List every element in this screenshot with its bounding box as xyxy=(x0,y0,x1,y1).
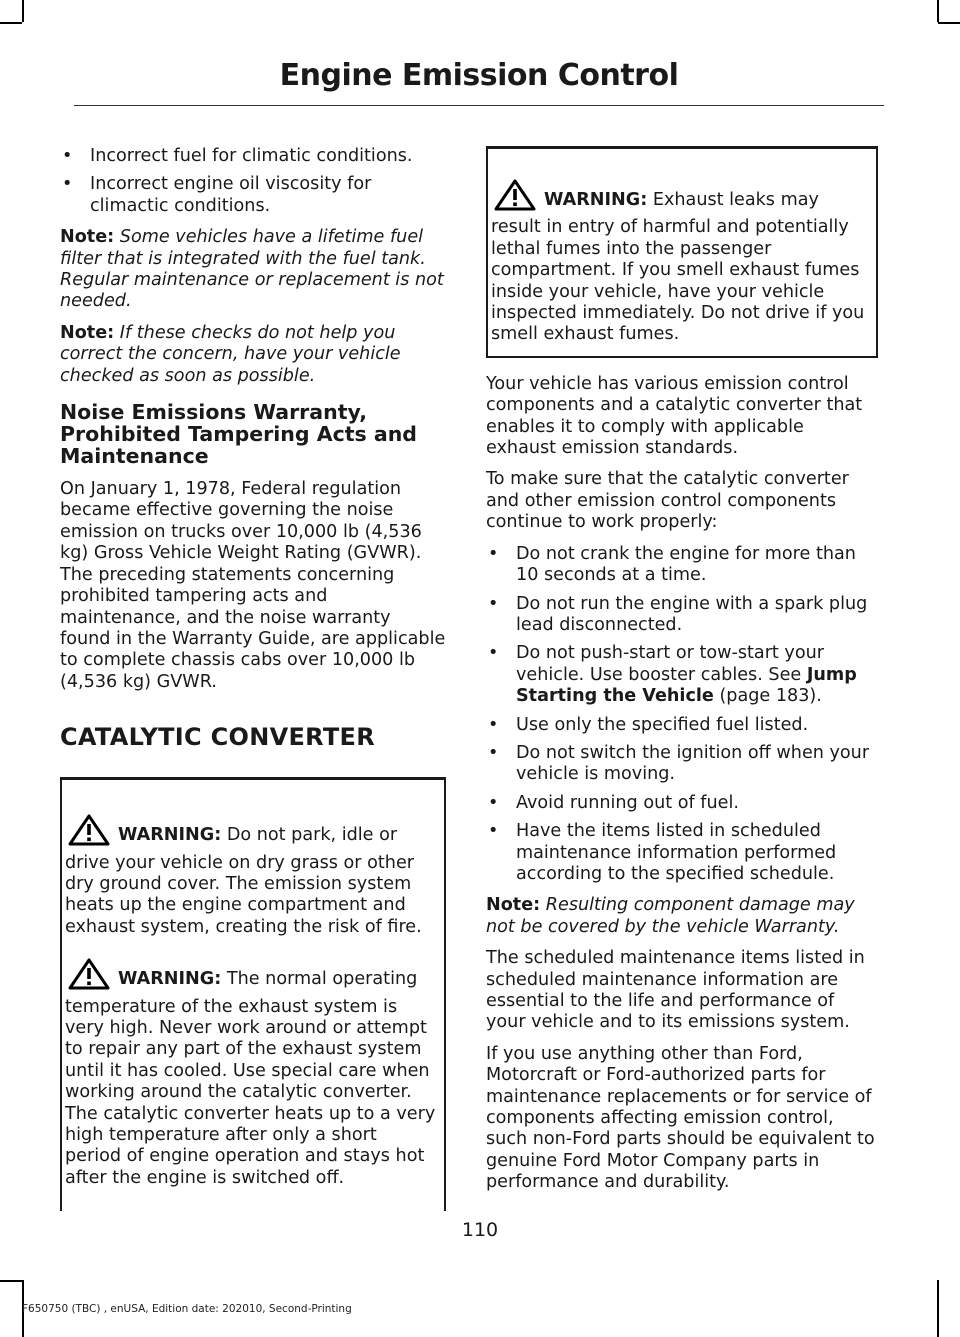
edition-footer: F650750 (TBC) , enUSA, Edition date: 202010, Second-Printing xyxy=(22,1303,352,1315)
page-title: Engine Emission Control xyxy=(279,58,679,93)
header-divider xyxy=(74,105,884,106)
catalytic-care-intro: To make sure that the catalytic converter and other emission control components continue to work properly: xyxy=(486,469,849,533)
crop-mark xyxy=(937,1280,939,1337)
list-item: • Use only the specified fuel listed. xyxy=(486,715,878,736)
list-item: • Do not crank the engine for more than 10 seconds at a time. xyxy=(486,544,878,587)
right-column xyxy=(486,146,878,1204)
list-item: • Do not run the engine with a spark plug lead disconnected. xyxy=(486,594,878,637)
warning-label: WARNING: xyxy=(118,825,222,846)
list-item: • Avoid running out of fuel. xyxy=(486,793,878,814)
crop-mark xyxy=(22,0,24,22)
crop-mark xyxy=(937,0,939,22)
warning-text: Do not park, idle or drive your vehicle on dry grass or other dry ground cover. The emission system heats up the engine compartment and exhaust system, creating the risk of fire. xyxy=(65,825,422,937)
note-label: Note: xyxy=(486,895,541,916)
page-number: 110 xyxy=(461,1219,499,1241)
list-item: • Incorrect engine oil viscosity for climactic conditions. xyxy=(60,174,446,217)
warning-triangle-icon xyxy=(494,179,536,217)
warning-dry-grass xyxy=(65,814,436,938)
non-ford-parts-paragraph: If you use anything other than Ford, Motorcraft or Ford-authorized parts for maintenance replacements or for service of components affecting emission control, such non-Ford parts should be equivalent to genuine Ford Motor Company parts in performance and durability. xyxy=(486,1043,875,1193)
list-item: • Have the items listed in scheduled maintenance information performed according to the specified schedule. xyxy=(486,821,878,885)
warning-label: WARNING: xyxy=(118,969,222,990)
crop-mark xyxy=(0,22,22,24)
section-heading-noise-emissions: Noise Emissions Warranty, Prohibited Tampering Acts and Maintenance xyxy=(60,400,417,469)
warning-text: Exhaust leaks may result in entry of harmful and potentially lethal fumes into the passenger compartment. If you smell exhaust fumes inside your vehicle, have your vehicle inspected immediately. Do not drive if you smell exhaust fumes. xyxy=(491,190,865,345)
jump-starting-link[interactable]: Jump Starting the Vehicle xyxy=(516,664,857,707)
warning-triangle-icon xyxy=(68,814,110,852)
list-item: • Do not switch the ignition off when your vehicle is moving. xyxy=(486,743,878,786)
note-checks xyxy=(60,323,446,387)
note-label: Note: xyxy=(60,227,115,248)
note-label: Note: xyxy=(60,322,115,343)
note-warranty xyxy=(486,895,878,938)
chapter-heading-catalytic-converter: CATALYTIC CONVERTER xyxy=(60,723,376,752)
crop-mark xyxy=(0,1280,22,1282)
page-reference: (page 183). xyxy=(719,686,822,707)
note-text: Resulting component damage may not be covered by the vehicle Warranty. xyxy=(486,895,855,937)
catalytic-care-list xyxy=(486,544,878,886)
note-text: If these checks do not help you correct the concern, have your vehicle checked as soon as possible. xyxy=(60,322,401,386)
list-item xyxy=(486,643,878,707)
crop-mark xyxy=(938,22,960,24)
warning-box-exhaust-leaks xyxy=(486,146,878,358)
note-fuel-filter xyxy=(60,227,446,313)
emission-components-paragraph: Your vehicle has various emission control components and a catalytic converter that enables it to comply with applicable exhaust emission standards. xyxy=(486,373,863,459)
warning-text: The normal operating temperature of the exhaust system is very high. Never work around or attempt to repair any part of the exhaust system until it has cooled. Use special care when working around the catalytic converter. The catalytic converter heats up to a very high temperature after only a short period of engine operation and stays hot after the engine is switched off. xyxy=(65,969,436,1188)
list-item: • Incorrect fuel for climatic conditions. xyxy=(60,146,446,167)
condition-list xyxy=(60,146,446,217)
warning-triangle-icon xyxy=(68,958,110,996)
warning-exhaust-temperature xyxy=(65,958,436,1189)
noise-emissions-body: On January 1, 1978, Federal regulation became effective governing the noise emission on trucks over 10,000 lb (4,536 kg) Gross Vehicle Weight Rating (GVWR). The preceding statements concerning prohibited tampering acts and maintenance, and the noise warranty found in the Warranty Guide, are applicable to complete chassis cabs over 10,000 lb (4,536 kg) GVWR. xyxy=(60,479,446,692)
note-text: Some vehicles have a lifetime fuel filter that is integrated with the fuel tank. Regular maintenance or replacement is not needed. xyxy=(60,227,444,312)
warning-exhaust-leaks xyxy=(491,179,868,346)
warning-box-catalytic xyxy=(60,777,446,1211)
left-column xyxy=(60,146,446,1211)
warning-label: WARNING: xyxy=(544,190,648,210)
push-start-text: Do not push-start or tow-start your vehicle. Use booster cables. See xyxy=(516,643,824,685)
scheduled-maintenance-paragraph: The scheduled maintenance items listed in scheduled maintenance information are essential to the life and performance of your vehicle and to its emissions system. xyxy=(486,948,865,1033)
